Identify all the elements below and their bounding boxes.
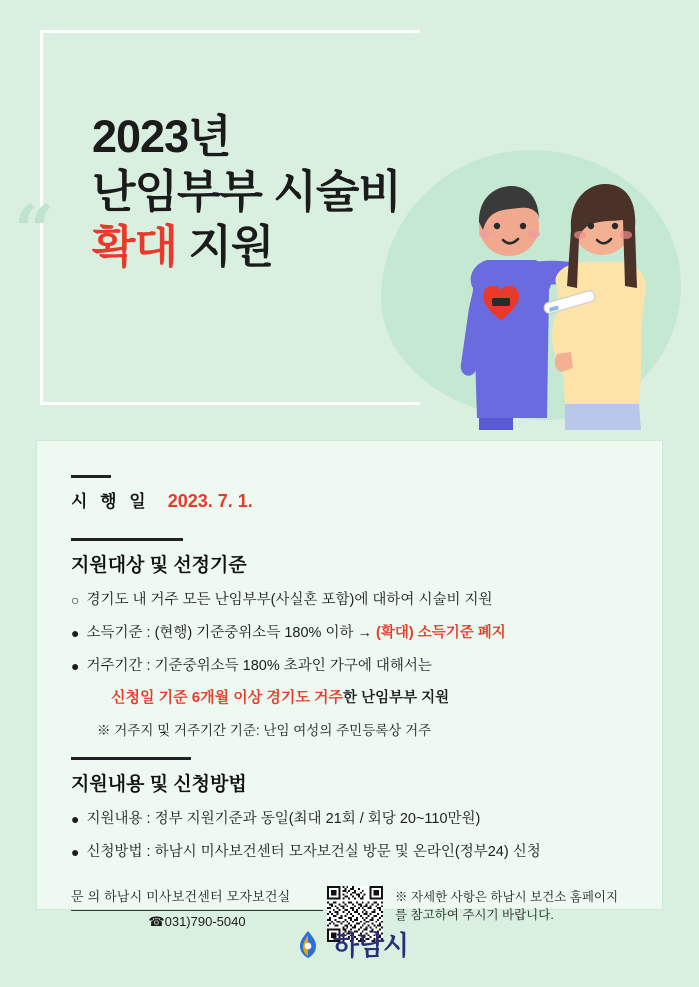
- date-value: 2023. 7. 1.: [167, 491, 253, 511]
- hero-section: [0, 0, 699, 430]
- hanam-city-emblem-icon: [291, 927, 325, 961]
- list-item: [71, 590, 628, 612]
- section-2-title: 지원내용 및 신청방법: [71, 774, 247, 796]
- quote-mark-icon: “: [14, 189, 55, 272]
- residency-emphasis: [111, 686, 628, 707]
- bullet-dot-icon: ●: [71, 811, 80, 828]
- income-rule-current: 소득기준 : (현행) 기준중위소득 180% 이하 →: [86, 624, 377, 641]
- list-item-text: [86, 623, 628, 645]
- date-label: 시 행 일: [71, 492, 150, 511]
- divider-section-2: [71, 757, 191, 760]
- title-highlight: 확대: [92, 220, 177, 272]
- list-item-text: 경기도 내 거주 모든 난임부부(사실혼 포함)에 대하여 시술비 지원: [86, 592, 493, 608]
- footer-logo-text: 하남시: [332, 931, 409, 961]
- residency-emphasis-red: 신청일 기준 6개월 이상 경기도 거주: [111, 689, 344, 707]
- residency-emphasis-rest: 한 난임부부 지원: [343, 690, 450, 707]
- poster-title: [92, 110, 401, 275]
- footer-logo: [0, 924, 699, 963]
- income-rule-expanded: (확대) 소득기준 폐지: [376, 624, 506, 641]
- title-line-1: 2023년: [92, 111, 231, 162]
- bullet-dot-icon: ●: [71, 844, 80, 860]
- section-1-title: 지원대상 및 선정기준: [71, 555, 247, 576]
- contact-divider: [71, 910, 323, 911]
- footnote: ※ 자세한 사항은 하남시 보건소 홈페이지를 참고하여 주시기 바랍니다.: [395, 889, 619, 922]
- title-line-2: 난임부부 시술비: [92, 165, 401, 217]
- date-row: [71, 487, 628, 512]
- bullet-dot-icon: ●: [71, 624, 80, 641]
- divider-section-1: [71, 538, 183, 541]
- list-item: [71, 623, 628, 645]
- couple-illustration: [439, 168, 679, 430]
- title-line-3: [92, 220, 401, 275]
- title-line-3-rest: 지원: [176, 220, 274, 272]
- contact-office: 문 의 하남시 미사보건센터 모자보건실: [71, 888, 291, 904]
- list-item-text: 거주기간 : 기준중위소득 180% 초과인 가구에 대해서는: [86, 657, 432, 674]
- info-card: [36, 440, 663, 929]
- divider-date: [71, 475, 111, 478]
- bullet-dot-icon: ●: [71, 657, 80, 674]
- list-item: [71, 842, 628, 864]
- section-1-note: ※ 거주지 및 거주기간 기준: 난임 여성의 주민등록상 거주: [97, 723, 432, 739]
- list-item: [71, 656, 628, 678]
- bullet-circle-icon: ○: [71, 592, 80, 608]
- contact-phone: ☎031)790-5040: [148, 913, 246, 929]
- list-item-text: 신청방법 : 하남시 미사보건센터 모자보건실 방문 및 온라인(정부24) 신청: [86, 844, 541, 860]
- list-item: [71, 809, 628, 831]
- list-item-text: 지원내용 : 정부 지원기준과 동일(최대 21회 / 회당 20~110만원): [86, 811, 481, 828]
